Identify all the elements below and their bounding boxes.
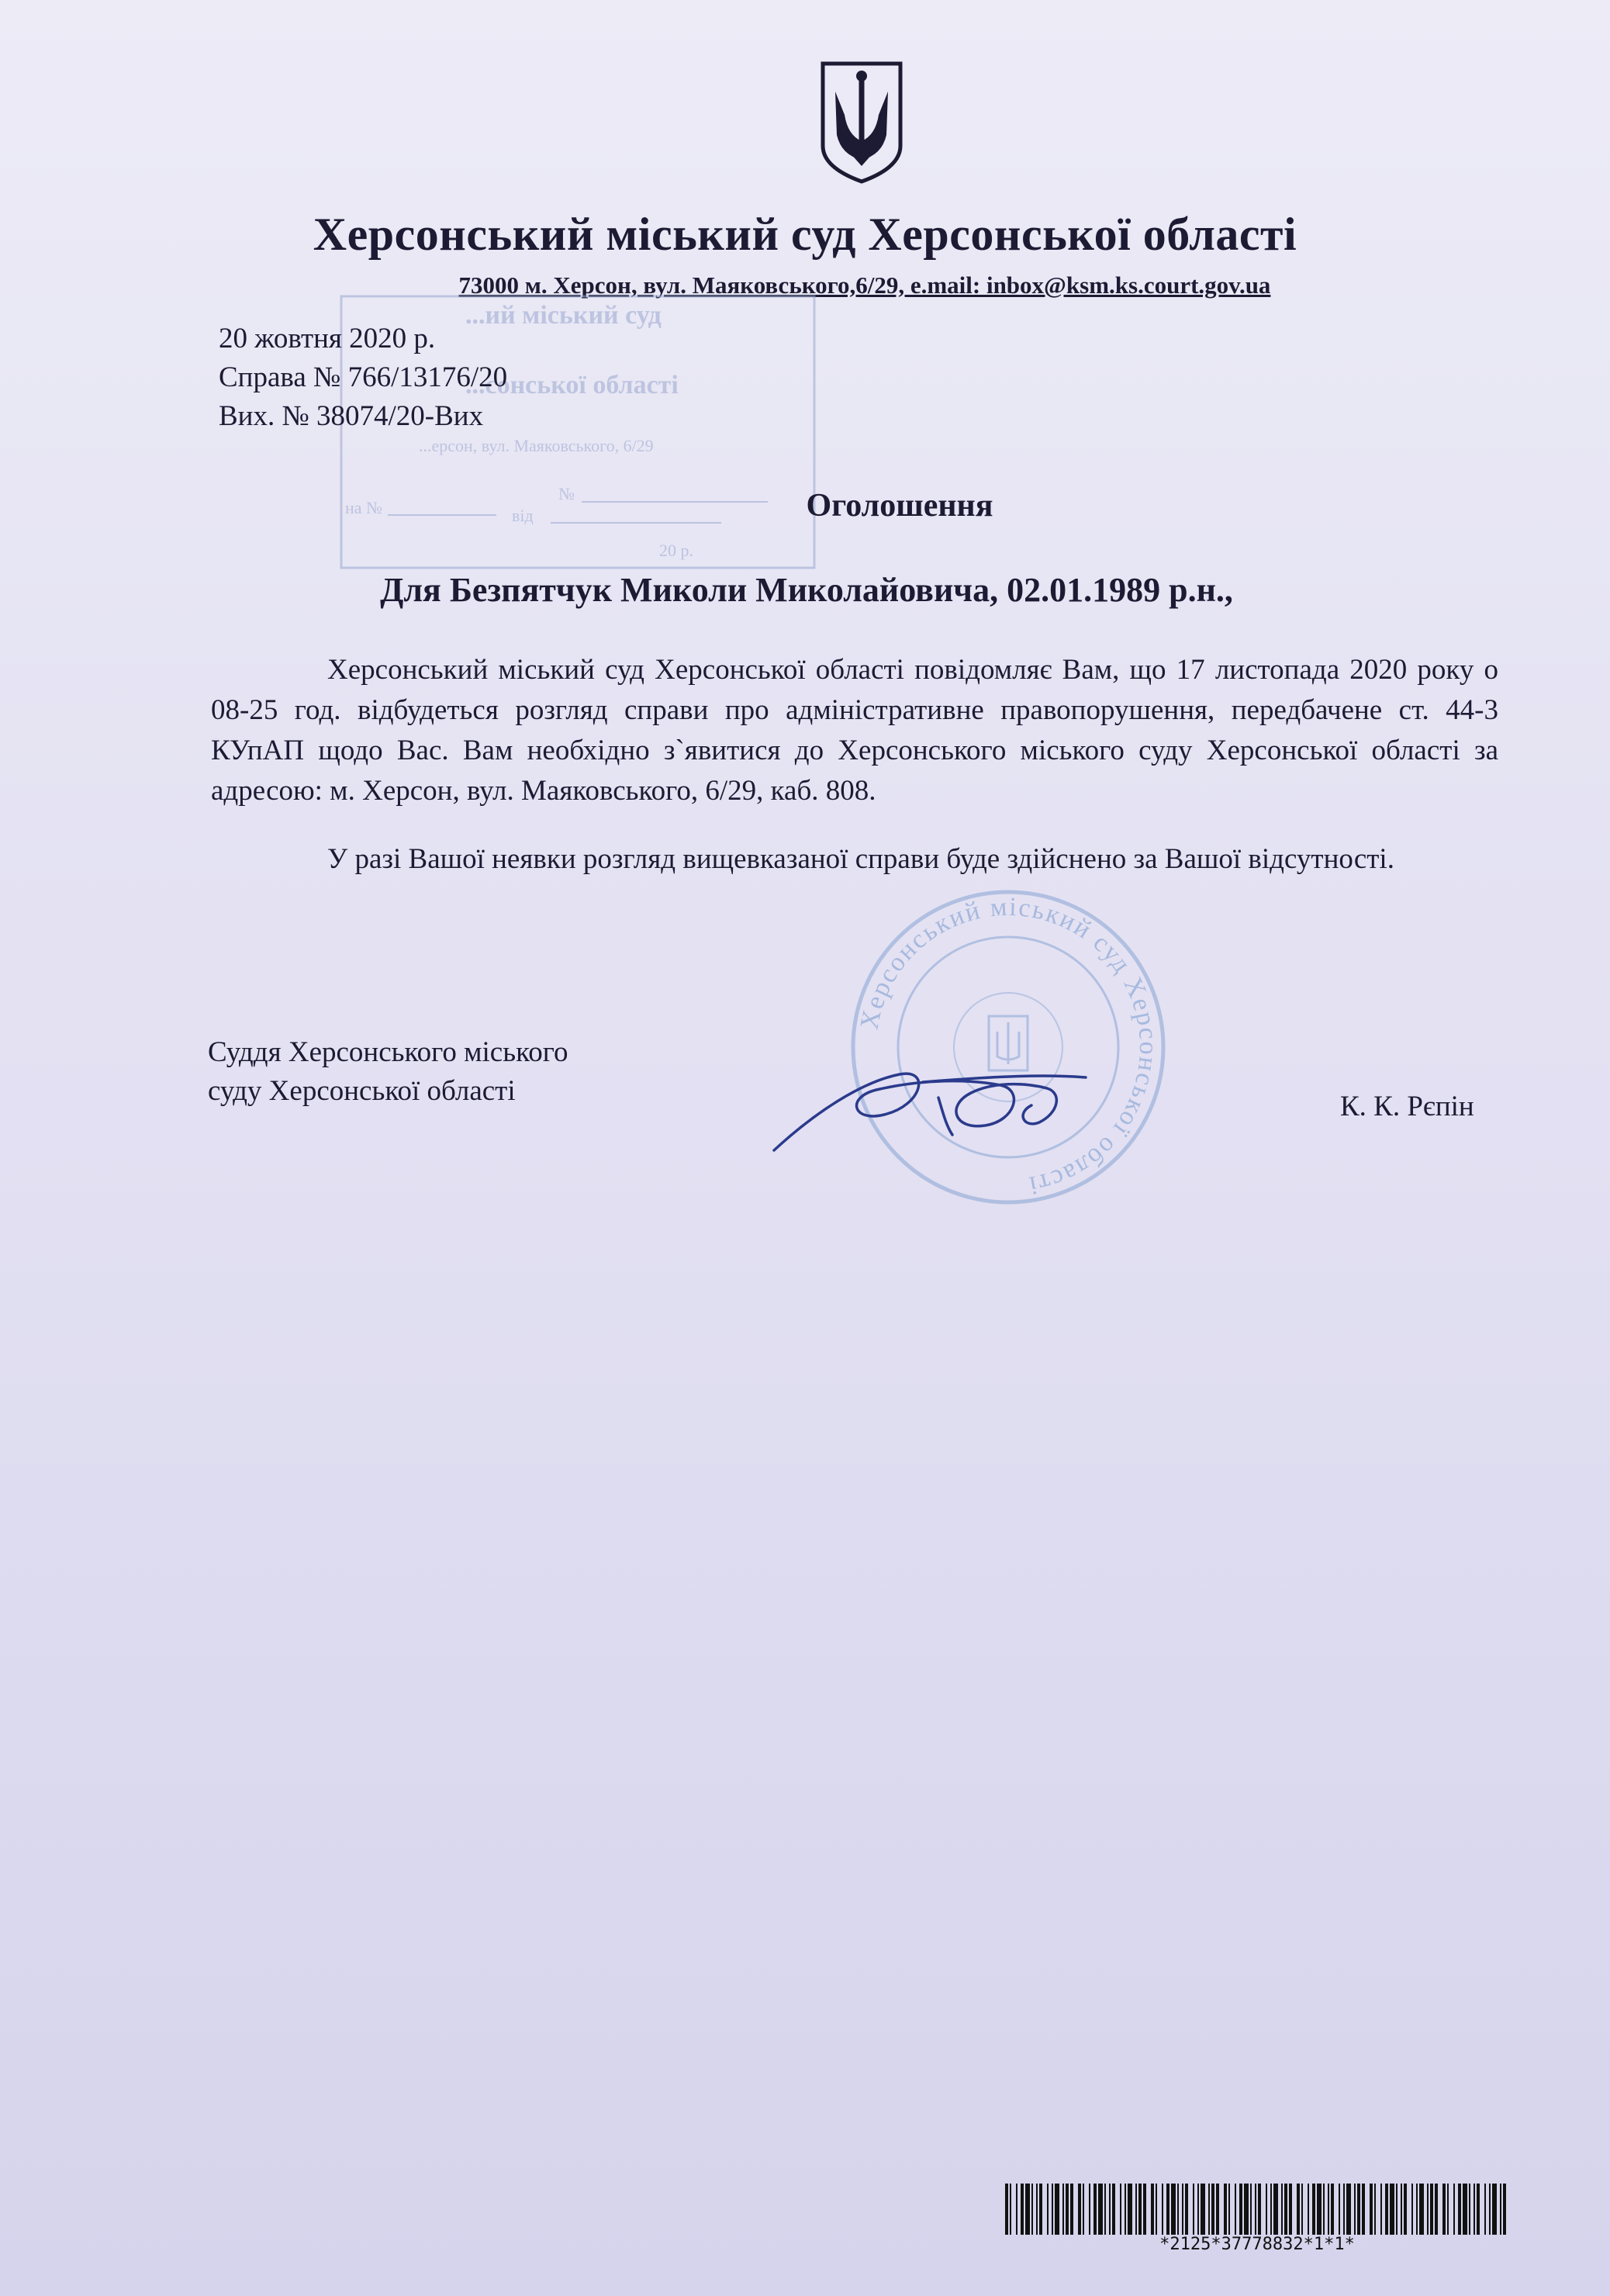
coat-of-arms-icon	[818, 61, 905, 185]
case-number: Справа № 766/13176/20	[219, 361, 508, 393]
judge-title-line-2: суду Херсонської області	[208, 1075, 516, 1107]
barcode	[1005, 2184, 1509, 2261]
body-paragraph-2: У разі Вашої неявки розгляд вищевказаної справи буде здійснено за Вашої відсутності.	[327, 843, 1394, 875]
judge-signature	[768, 1051, 1093, 1160]
stamp-year: 20 р.	[659, 541, 693, 560]
stamp-no-label: №	[558, 484, 575, 503]
stamp-line-2: ...сонської області	[465, 371, 679, 399]
stamp-field-vid: від	[512, 506, 534, 525]
body-paragraph-1: Херсонський міський суд Херсонської області повідомляє Вам, що 17 листопада 2020 року о 08-25 год. відбудеться розгляд справи про адміністративне правопорушення, передбачене ст. 44-3 КУпАП щодо Вас. Вам необхідно з`явитися до Херсонського міського суду Херсонської області за адресою: м. Херсон, вул. Маяковського, 6/29, каб. 808.	[211, 654, 1498, 807]
judge-title	[208, 1033, 568, 1111]
court-seal	[845, 884, 1171, 1210]
addressee: Для Безпятчук Миколи Миколайовича, 02.01.1989 р.н.,	[380, 571, 1233, 609]
seal-text: Херсонський міський суд Херсонської області	[855, 892, 1163, 1200]
document-heading: Оголошення	[806, 488, 993, 524]
document-date: 20 жовтня 2020 р.	[219, 323, 436, 354]
barcode-text: *2125*37778832*1*1*	[1159, 2235, 1355, 2254]
document-meta	[219, 320, 507, 436]
barcode-bars	[1005, 2184, 1509, 2235]
stamp-line-1: ...ий міський суд	[465, 301, 662, 330]
court-address: 73000 м. Херсон, вул. Маяковського,6/29, e.mail: inbox@ksm.ks.court.gov.ua	[458, 271, 1271, 299]
court-name: Херсонський міський суд Херсонської області	[313, 209, 1297, 260]
judge-title-line-1: Суддя Херсонського міського	[208, 1036, 568, 1068]
judge-name: К. К. Рєпін	[1340, 1091, 1474, 1122]
outgoing-number: Вих. № 38074/20-Вих	[219, 400, 484, 432]
stamp-field-prefix: на №	[345, 498, 383, 517]
stamp-line-3: ...ерсон, вул. Маяковського, 6/29	[419, 436, 654, 455]
